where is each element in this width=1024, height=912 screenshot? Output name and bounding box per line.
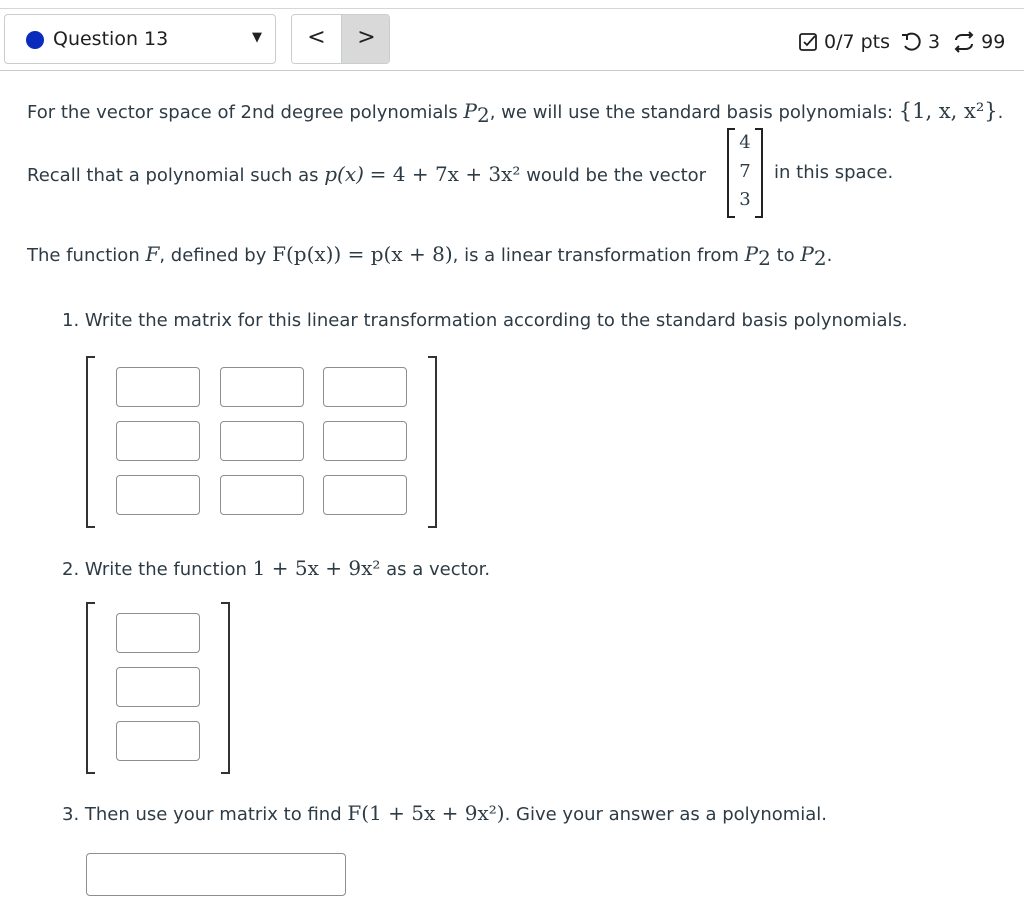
previous-question-button[interactable]: < — [292, 15, 341, 63]
to-space-sub: 2 — [813, 246, 827, 270]
matrix-cell-1-1[interactable] — [116, 367, 200, 407]
question-2-text — [62, 556, 490, 580]
recall-end: in this space. — [774, 162, 894, 183]
example-vector-entry: 4 — [739, 132, 751, 153]
points-text: 0/7 pts — [824, 31, 891, 53]
matrix-cell-1-3[interactable] — [323, 367, 407, 407]
matrix-cell-3-3[interactable] — [323, 475, 407, 515]
from-space-sub: 2 — [758, 246, 771, 270]
question-3-lead: 3. Then use your matrix to find — [62, 804, 342, 825]
matrix-cell-3-2[interactable] — [220, 475, 304, 515]
function-tail: , is a linear transformation from — [452, 245, 739, 266]
matrix-right-bracket — [428, 356, 437, 528]
matrix-left-bracket — [86, 356, 95, 528]
recall-poly-lhs: p(x) — [324, 162, 364, 186]
header-divider — [0, 70, 1024, 71]
polynomial-answer-input[interactable] — [86, 853, 346, 896]
matrix-cell-2-3[interactable] — [323, 421, 407, 461]
question-3-text — [62, 801, 827, 825]
score-area — [798, 31, 1005, 53]
matrix-cell-2-2[interactable] — [220, 421, 304, 461]
to-space: P — [800, 242, 814, 266]
from-space: P — [744, 242, 759, 266]
matrix-cell-1-2[interactable] — [220, 367, 304, 407]
dropdown-arrow-icon: ▼ — [252, 30, 262, 45]
function-definition: F(p(x)) = p(x + 8) — [272, 242, 453, 266]
recall-mid: would be the vector — [526, 165, 707, 186]
example-vector — [727, 130, 763, 216]
matrix-cell-3-1[interactable] — [116, 475, 200, 515]
question-2-tail: as a vector. — [386, 559, 491, 580]
recall-lead: Recall that a polynomial such as — [27, 165, 319, 186]
intro-text: For the vector space of 2nd degree polynomials $P_2$, we will use the standard basis polynomials: {1, x, x²}. — [27, 99, 1004, 127]
vector-cell-1[interactable] — [116, 613, 200, 653]
vector-right-bracket — [221, 602, 230, 774]
recall-text — [27, 162, 706, 186]
checkbox-icon — [798, 32, 818, 52]
function-name: F — [145, 242, 160, 266]
function-text: The function F, defined by F(p(x)) = p(x + 8), is a linear transformation from $P_2$ to $P_2$. — [27, 242, 833, 270]
question-status-dot-icon — [26, 31, 44, 49]
vector-cell-3[interactable] — [116, 721, 200, 761]
question-3-tail: . Give your answer as a polynomial. — [504, 804, 828, 825]
attempts-icon — [901, 32, 923, 52]
top-divider — [0, 8, 1024, 9]
matrix-cell-2-1[interactable] — [116, 421, 200, 461]
basis-set: {1, x, x²} — [898, 99, 998, 123]
to-word: to — [776, 245, 795, 266]
next-question-button[interactable]: > — [341, 15, 390, 63]
example-vector-entry: 7 — [739, 161, 751, 182]
question-2-poly: 1 + 5x + 9x² — [252, 556, 381, 580]
intro-space-sub: 2 — [477, 103, 490, 127]
question-selector[interactable] — [4, 14, 276, 64]
function-lead: The function — [27, 245, 140, 266]
question-3-expr: F(1 + 5x + 9x²) — [347, 801, 505, 825]
question-nav — [291, 14, 390, 64]
function-mid: , defined by — [159, 245, 267, 266]
intro-lead: For the vector space of 2nd degree polynomials — [27, 102, 458, 123]
example-vector-entry: 3 — [739, 189, 751, 210]
question-1-text: 1. Write the matrix for this linear transformation according to the standard basis polynomials. — [62, 310, 908, 331]
intro-space: P — [463, 99, 477, 123]
question-2-lead: 2. Write the function — [62, 559, 247, 580]
attempts-count: 3 — [928, 31, 941, 53]
recall-poly-rhs: = 4 + 7x + 3x² — [369, 162, 521, 186]
vector-left-bracket — [86, 602, 95, 774]
intro-mid: , we will use the standard basis polynomials: — [489, 102, 894, 123]
question-label: Question 13 — [53, 28, 169, 50]
retries-count: 99 — [981, 31, 1006, 53]
retry-icon — [952, 31, 976, 53]
vector-cell-2[interactable] — [116, 667, 200, 707]
